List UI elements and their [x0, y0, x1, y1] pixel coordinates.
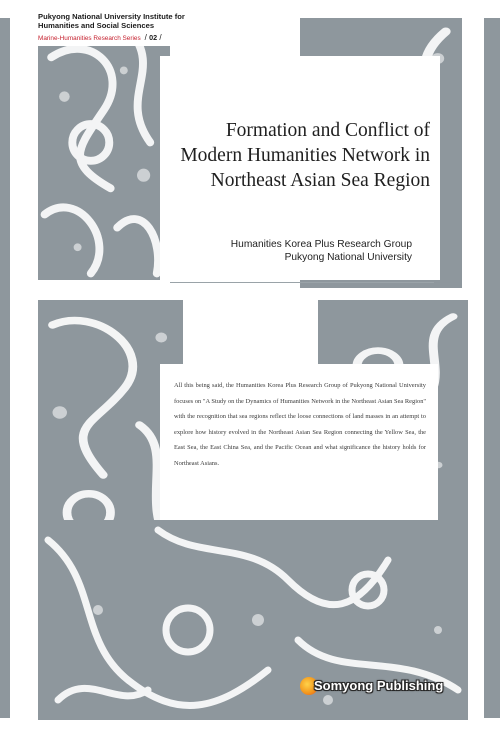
institute-name: Pukyong National University Institute for Humanities and Social Sciences: [38, 12, 185, 31]
series-number: 02: [149, 33, 158, 43]
publisher-logo: [300, 676, 448, 696]
title-divider: [170, 282, 434, 283]
slash-divider: /: [157, 33, 162, 43]
texture-panel-left-edge: [0, 18, 10, 718]
slash-divider: /: [142, 33, 150, 43]
texture-panel-top-left: [38, 18, 170, 280]
title-box: [160, 56, 440, 280]
book-title: Formation and Conflict of Modern Humanities Network in Northeast Asian Sea Region: [180, 120, 430, 191]
series-line: [38, 33, 188, 42]
texture-panel-right-edge: [484, 18, 500, 718]
author-block: [172, 239, 412, 264]
author-line-1: Humanities Korea Plus Research Group: [230, 239, 412, 250]
series-name: Marine-Humanities Research Series: [38, 35, 141, 43]
author-line-2: Pukyong National University: [284, 251, 412, 263]
series-header: [38, 8, 194, 46]
publisher-name: Somyong Publishing: [314, 678, 444, 693]
abstract-text: All this being said, the Humanities Korea Plus Research Group of Pukyong National University focuses on "A Study on the Dynamics of Humanities Network in the Northeast Asian Sea Region" with the recognition that sea regions reflect the loose connections of land masses in an attempt to explore how history evolved in the Northeast Asian Sea Region connecting the Yellow Sea, the East Sea, the East China Sea, and the Pacific Ocean and what significance the history holds for Northeast Asians.: [174, 382, 426, 467]
abstract-box: [160, 364, 438, 520]
